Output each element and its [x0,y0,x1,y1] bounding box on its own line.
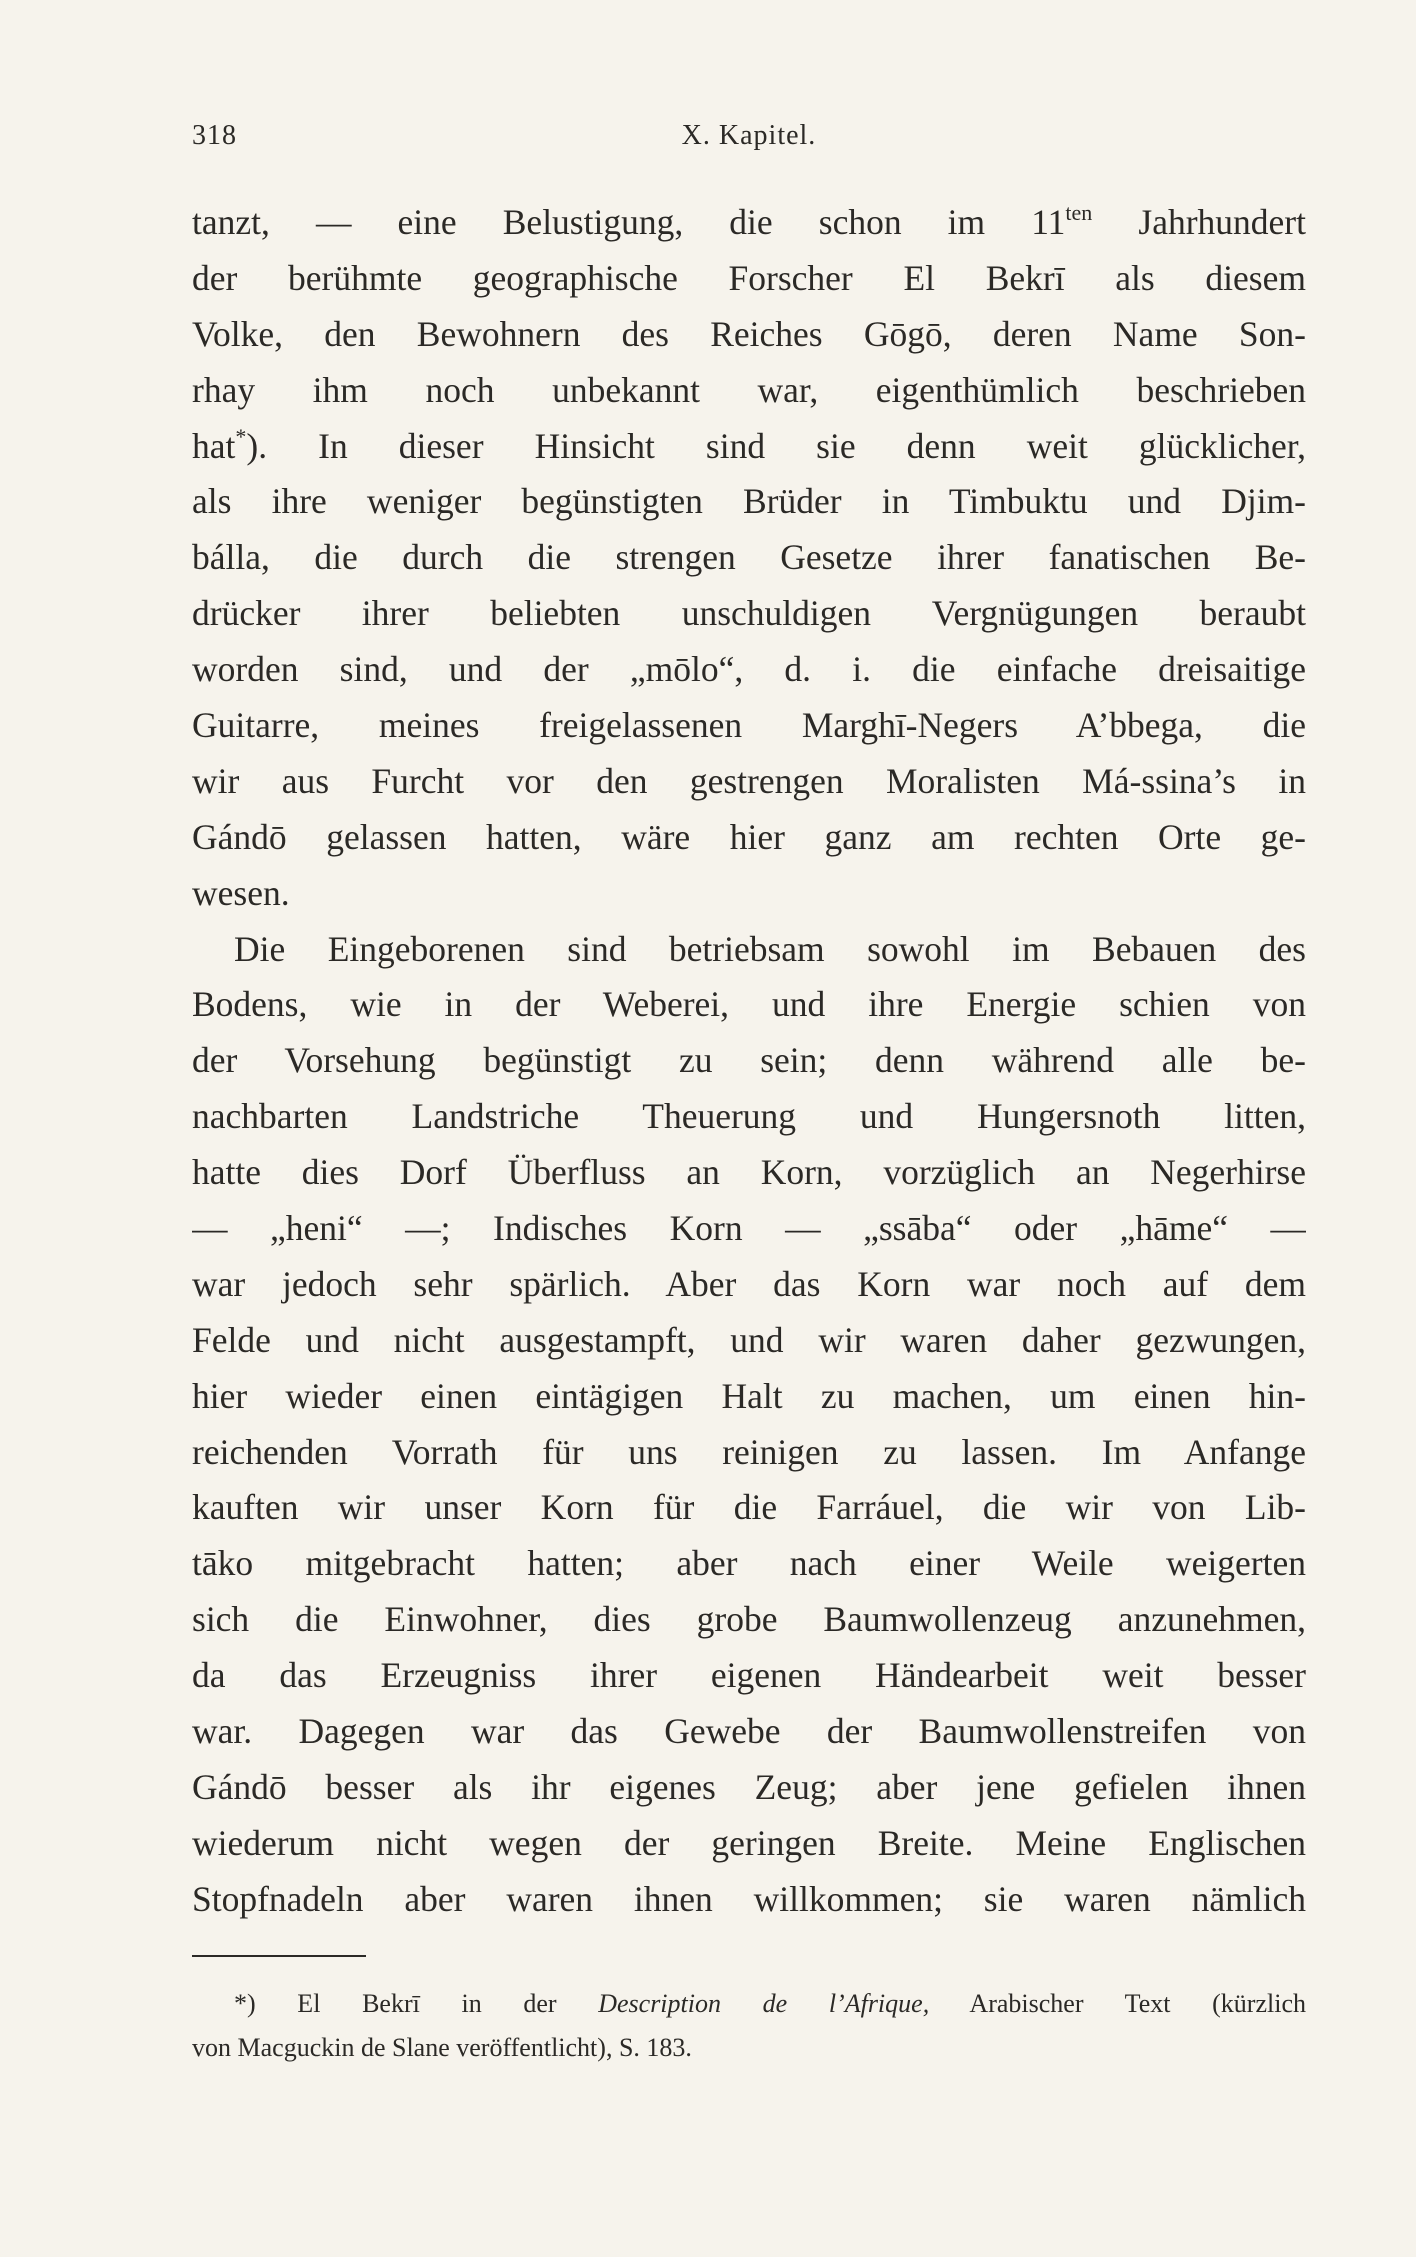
text-line: Felde und nicht ausgestampft, und wir waren daher gezwungen, [192,1319,1306,1360]
footnote-reference: * [235,423,247,449]
text-line: kauften wir unser Korn für die Farráuel, die wir von Lib- [192,1487,1306,1528]
text-line: Gándō gelassen hatten, wäre hier ganz am rechten Orte ge- [192,816,1306,857]
text-line: Stopfnadeln aber waren ihnen willkommen; sie waren nämlich [192,1878,1306,1919]
body-text [192,195,1306,1928]
text-line: war. Dagegen war das Gewebe der Baumwollenstreifen von [192,1711,1306,1752]
page-number: 318 [192,120,237,151]
text-line: wiederum nicht wegen der geringen Breite. Meine Englischen [192,1822,1306,1863]
text-line: der berühmte geographische Forscher El Bekrī als diesem [192,257,1306,298]
chapter-title: X. Kapitel. [681,120,817,151]
footnote-work-title: Description de l’Afrique, [598,1989,930,2018]
text-line: hatte dies Dorf Überfluss an Korn, vorzüglich an Negerhirse [192,1152,1306,1193]
text-line: nachbarten Landstriche Theuerung und Hungersnoth litten, [192,1096,1306,1137]
text-line: bálla, die durch die strengen Gesetze ihrer fanatischen Be- [192,537,1306,578]
text-line: der Vorsehung begünstigt zu sein; denn während alle be- [192,1040,1306,1081]
text-line: hier wieder einen eintägigen Halt zu machen, um einen hin- [192,1375,1306,1416]
running-header [192,120,1306,170]
text-line: war jedoch sehr spärlich. Aber das Korn war noch auf dem [192,1263,1306,1304]
footnote [192,1982,1306,2070]
text-line: wesen. [192,872,290,913]
footnote-line: *) El Bekrī in der Description de l’Afrique, Arabischer Text (kürzlich [234,1989,1306,2018]
paragraph-start: Die Eingeborenen sind betriebsam sowohl im Bebauen des [234,928,1306,969]
text-line: reichenden Vorrath für uns reinigen zu lassen. Im Anfange [192,1431,1306,1472]
text-line: rhay ihm noch unbekannt war, eigenthümlich beschrieben [192,369,1306,410]
text-line: Volke, den Bewohnern des Reiches Gōgō, deren Name Son- [192,313,1306,354]
text-line: hat*). In dieser Hinsicht sind sie denn weit glücklicher, [192,423,1306,466]
text-line: tāko mitgebracht hatten; aber nach einer Weile weigerten [192,1543,1306,1584]
text-line: — „heni“ —; Indisches Korn — „ssāba“ oder „hāme“ — [192,1208,1306,1249]
text-line: sich die Einwohner, dies grobe Baumwollenzeug anzunehmen, [192,1599,1306,1640]
footnote-divider [192,1955,366,1957]
text-line: als ihre weniger begünstigten Brüder in Timbuktu und Djim- [192,481,1306,522]
text-line: da das Erzeugniss ihrer eigenen Händearbeit weit besser [192,1655,1306,1696]
footnote-line: von Macguckin de Slane veröffentlicht), S. 183. [192,2033,692,2062]
text-line: Bodens, wie in der Weberei, und ihre Energie schien von [192,984,1306,1025]
text-line: wir aus Furcht vor den gestrengen Moralisten Má-ssina’s in [192,760,1306,801]
text-line: Gándō besser als ihr eigenes Zeug; aber jene gefielen ihnen [192,1766,1306,1807]
text-line: tanzt, — eine Belustigung, die schon im $11^{ten}$ Jahrhundert [192,200,1306,242]
text-line: worden sind, und der „mōlo“, d. i. die einfache dreisaitige [192,649,1306,690]
text-line: drücker ihrer beliebten unschuldigen Vergnügungen beraubt [192,593,1306,634]
text-line: Guitarre, meines freigelassenen Marghī-Negers A’bbega, die [192,705,1306,746]
